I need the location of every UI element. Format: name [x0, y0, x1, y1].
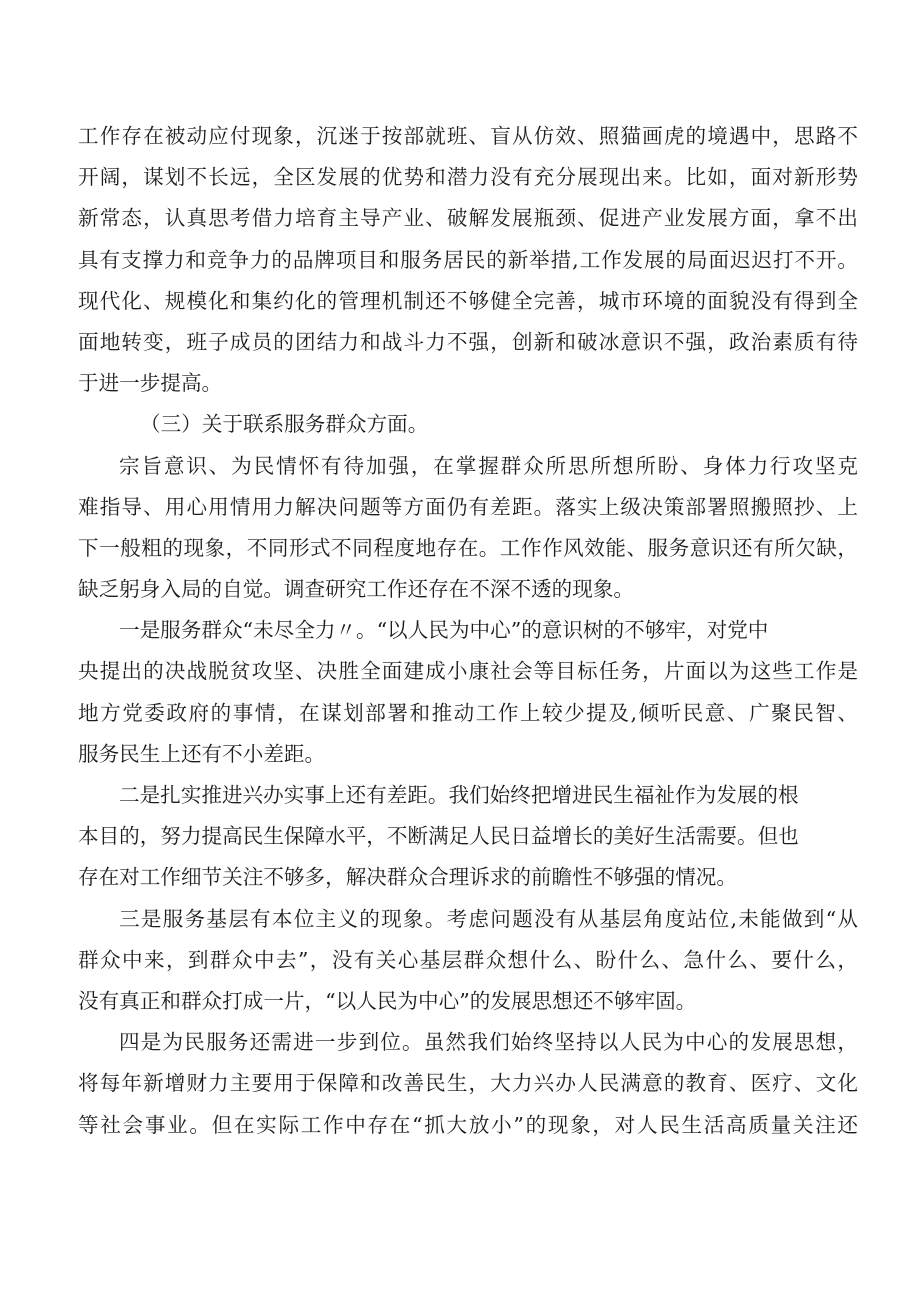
paragraph-p1	[78, 116, 858, 404]
paragraph-p2	[78, 404, 858, 445]
text-line: 服务民生上还有不小差距。	[78, 741, 326, 766]
text-line: 本目的，努力提高民生保障水平，不断满足人民日益增长的美好生活需要。但也	[78, 824, 799, 849]
paragraph-p6	[78, 899, 858, 1023]
paragraph-p7	[78, 1022, 858, 1146]
text-line: 新常态，认真思考借力培育主导产业、破解发展瓶颈、促进产业发展方面，拿不出	[78, 206, 858, 231]
paragraph-p4	[78, 610, 858, 775]
text-line: 工作存在被动应付现象，沉迷于按部就班、盲从仿效、照猫画虎的境遇中，思路不	[78, 124, 858, 148]
document-body	[78, 116, 858, 1146]
text-line: 缺乏躬身入局的自觉。调查研究工作还存在不深不透的现象。	[78, 577, 635, 602]
text-line: 开阔，谋划不长远，全区发展的优势和潜力没有充分展现出来。比如，面对新形势	[78, 165, 858, 190]
text-line: 具有支撑力和竞争力的品牌项目和服务居民的新举措,工作发展的局面迟迟打不开。	[78, 247, 858, 272]
text-line: 没有真正和群众打成一片，“以人民为中心”的发展思想还不够牢固。	[78, 988, 697, 1013]
text-line: 二是扎实推进兴办实事上还有差距。我们始终把增进民生福祉作为发展的根	[119, 783, 799, 807]
text-line: 于进一步提高。	[78, 371, 223, 396]
text-line: 宗旨意识、为民情怀有待加强，在掌握群众所思所想所盼、身体力行攻坚克	[119, 453, 858, 478]
text-line: 面地转变，班子成员的团结力和战斗力不强，创新和破冰意识不强，政治素质有待	[78, 329, 858, 354]
text-line: 现代化、规模化和集约化的管理机制还不够健全完善，城市环境的面貌没有得到全	[78, 288, 858, 313]
text-line: 难指导、用心用情用力解决问题等方面仍有差距。落实上级决策部署照搬照抄、上	[78, 494, 858, 519]
paragraph-p5	[78, 775, 858, 899]
paragraph-p3	[78, 446, 858, 611]
text-line: 存在对工作细节关注不够多，解决群众合理诉求的前瞻性不够强的情况。	[78, 865, 737, 890]
text-line: （三）关于联系服务群众方面。	[140, 412, 429, 437]
text-line: 地方党委政府的事情，在谋划部署和推动工作上较少提及,倾听民意、广聚民智、	[78, 700, 858, 725]
text-line: 群众中来，到群众中去”，没有关心基层群众想什么、盼什么、急什么、要什么，	[78, 947, 858, 972]
text-line: 三是服务基层有本位主义的现象。考虑问题没有从基层角度站位,未能做到“从	[119, 906, 858, 931]
text-line: 将每年新增财力主要用于保障和改善民生，大力兴办人民满意的教育、医疗、文化	[78, 1071, 858, 1096]
text-line: 等社会事业。但在实际工作中存在“抓大放小”的现象，对人民生活高质量关注还	[78, 1112, 858, 1137]
text-line: 央提出的决战脱贫攻坚、决胜全面建成小康社会等目标任务，片面以为这些工作是	[78, 659, 858, 684]
text-line: 下一般粗的现象，不同形式不同程度地存在。工作作风效能、服务意识还有所欠缺，	[78, 535, 858, 560]
text-line: 四是为民服务还需进一步到位。虽然我们始终坚持以人民为中心的发展思想，	[119, 1030, 858, 1055]
text-line: 一是服务群众“未尽全力〃。“以人民为中心”的意识树的不够牢，对党中	[119, 618, 769, 643]
